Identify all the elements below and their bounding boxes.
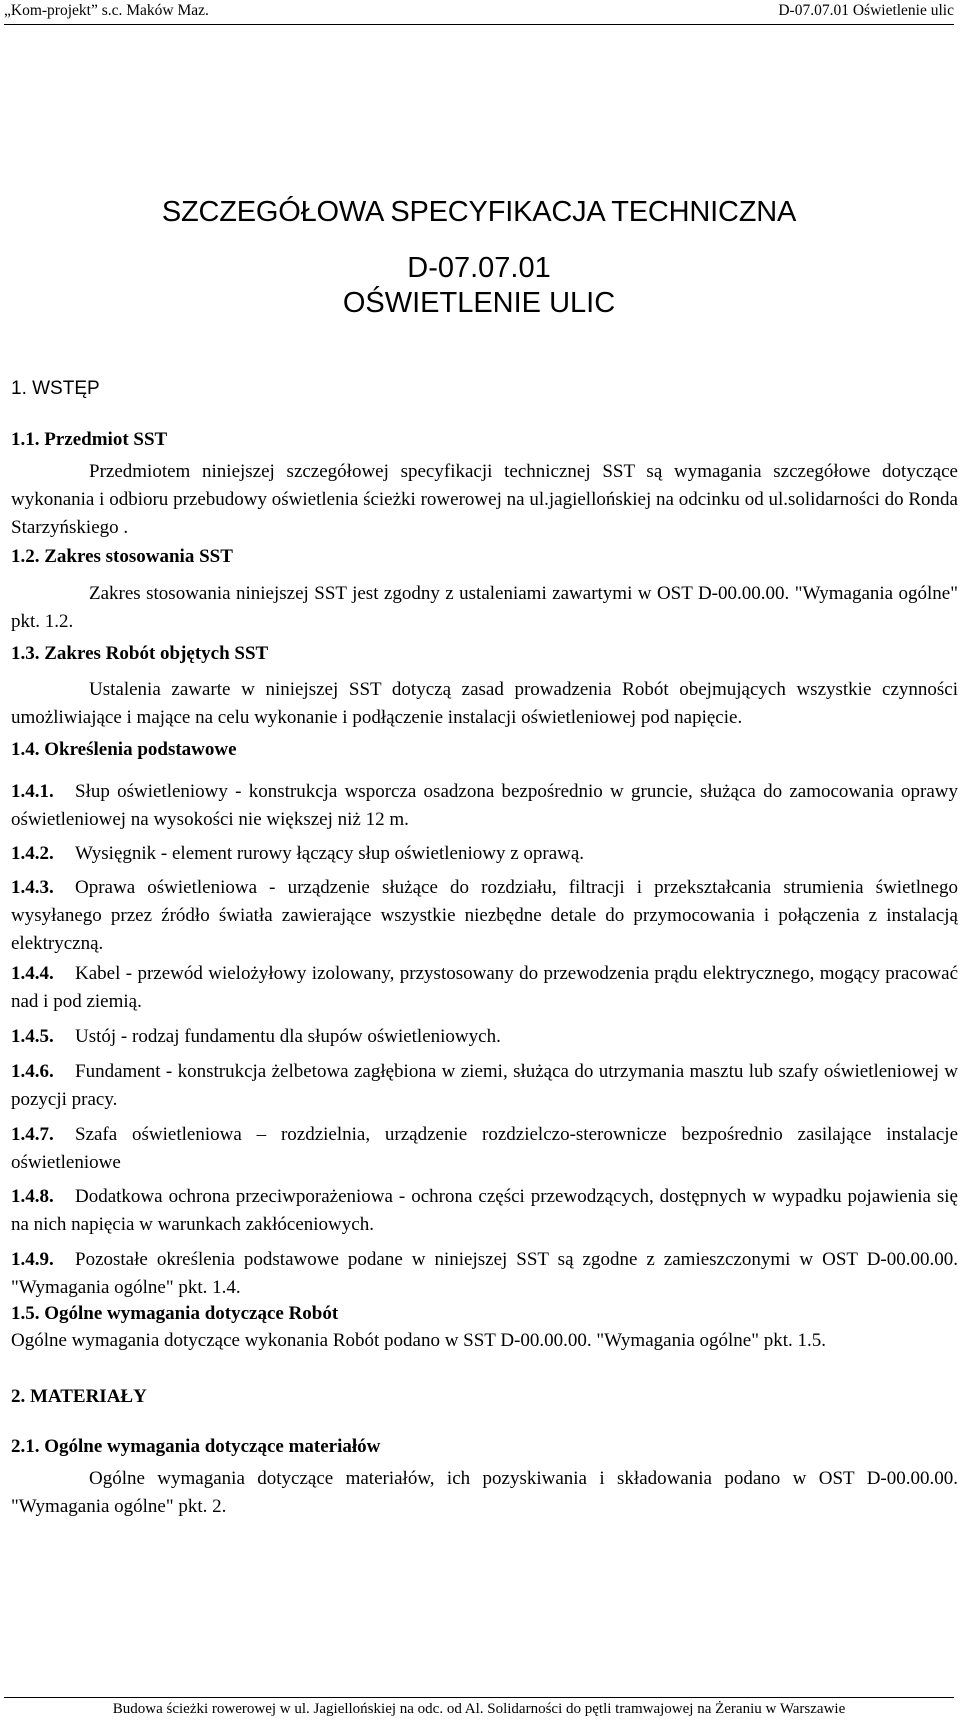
definition-item: 1.4.3. Oprawa oświetleniowa - urządzenie służące do rozdziału, filtracji i przekształcania strumienia świetlnego wysyłanego przez źródło światła zawierające wszystkie niezbędne detale do przymocowania i połączenia z instalacją elektryczną. xyxy=(11,877,958,954)
section-1-1-text: Przedmiotem niniejszej szczegółowej specyfikacji technicznej SST są wymagania szczegółowe dotyczące wykonania i odbioru przebudowy oświetlenia ścieżki rowerowej na ul.jagiellońskiej na odcinku od ul.solidarności do Ronda Starzyńskiego . xyxy=(11,461,958,538)
section-1-5-text: Ogólne wymagania dotyczące wykonania Robót podano w SST D-00.00.00. "Wymagania ogólne" pkt. 1.5. xyxy=(11,1330,827,1351)
section-1-2-text: Zakres stosowania niniejszej SST jest zgodny z ustaleniami zawartymi w OST D-00.00.00. "Wymagania ogólne" pkt. 1.2. xyxy=(11,583,958,632)
definition-item: 1.4.4. Kabel - przewód wielożyłowy izolowany, przystosowany do przewodzenia prądu elektrycznego, mogący pracować nad i pod ziemią. xyxy=(11,963,958,1012)
definition-item: 1.4.8. Dodatkowa ochrona przeciwporażeniowa - ochrona części przewodzących, dostępnych w wypadku pojawienia się na nich napięcia w warunkach zakłóceniowych. xyxy=(11,1186,958,1235)
section-1-2-heading: 1.2. Zakres stosowania SST xyxy=(11,546,233,567)
section-1-3-text: Ustalenia zawarte w niniejszej SST dotyczą zasad prowadzenia Robót obejmujących wszystkie czynności umożliwiające i mające na celu wykonanie i podłączenie instalacji oświetleniowej pod napięcie. xyxy=(11,679,958,728)
definition-item: 1.4.6. Fundament - konstrukcja żelbetowa zagłębiona w ziemi, służąca do utrzymania masztu lub szafy oświetleniowej w pozycji pracy. xyxy=(11,1061,958,1110)
section-1-3-heading: 1.3. Zakres Robót objętych SST xyxy=(11,643,269,664)
definition-item: 1.4.7. Szafa oświetleniowa – rozdzielnia, urządzenie rozdzielczo-sterownicze bezpośrednio zasilające instalacje oświetleniowe xyxy=(11,1124,958,1173)
section-1-4-heading: 1.4. Określenia podstawowe xyxy=(11,739,237,760)
definition-item: 1.4.1. Słup oświetleniowy - konstrukcja wsporcza osadzona bezpośrednio w gruncie, służąca do zamocowania oprawy oświetleniowej na wysokości nie większej niż 12 m. xyxy=(11,781,958,830)
definition-item: 1.4.9. Pozostałe określenia podstawowe podane w niniejszej SST są zgodne z zamieszczonymi w OST D-00.00.00. "Wymagania ogólne" pkt. 1.4. xyxy=(11,1249,958,1298)
doc-subtitle: OŚWIETLENIE ULIC xyxy=(342,287,616,319)
section-2-1-text: Ogólne wymagania dotyczące materiałów, ich pozyskiwania i składowania podano w OST D-00.00.00. "Wymagania ogólne" pkt. 2. xyxy=(11,1468,958,1517)
section-2-heading: 2. MATERIAŁY xyxy=(11,1386,147,1407)
section-1-1-heading: 1.1. Przedmiot SST xyxy=(11,429,168,450)
page-header xyxy=(4,0,954,25)
section-2-1-heading: 2.1. Ogólne wymagania dotyczące materiałów xyxy=(11,1436,381,1457)
doc-title: SZCZEGÓŁOWA SPECYFIKACJA TECHNICZNA xyxy=(161,196,797,228)
definition-item: 1.4.5. Ustój - rodzaj fundamentu dla słupów oświetleniowych. xyxy=(11,1026,501,1047)
definition-item: 1.4.2. Wysięgnik - element rurowy łączący słup oświetleniowy z oprawą. xyxy=(11,843,585,864)
header-company: „Kom-projekt” s.c. Maków Maz. xyxy=(4,2,209,19)
header-doc-id: D-07.07.01 Oświetlenie ulic xyxy=(778,2,954,19)
page-footer: Budowa ścieżki rowerowej w ul. Jagiellońskiej na odc. od Al. Solidarności do pętli tramwajowej na Żeraniu w Warszawie xyxy=(4,1697,954,1722)
section-1-5-heading: 1.5. Ogólne wymagania dotyczące Robót xyxy=(11,1303,339,1324)
section-1-heading: 1. WSTĘP xyxy=(11,378,100,399)
doc-code: D-07.07.01 xyxy=(407,252,551,284)
